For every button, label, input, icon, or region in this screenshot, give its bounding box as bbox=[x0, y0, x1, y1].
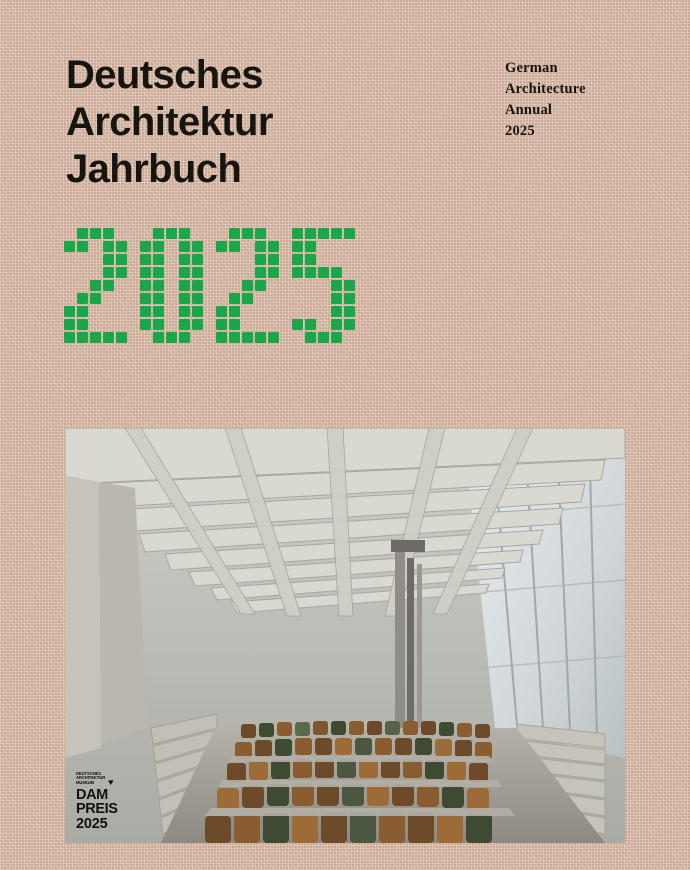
year-pixel bbox=[77, 319, 88, 330]
year-pixel bbox=[344, 267, 355, 278]
year-pixel bbox=[229, 228, 240, 239]
year-pixel bbox=[153, 254, 164, 265]
year-pixel bbox=[229, 319, 240, 330]
year-pixel bbox=[318, 293, 329, 304]
year-pixel bbox=[153, 319, 164, 330]
year-pixel bbox=[255, 267, 266, 278]
year-pixel bbox=[318, 241, 329, 252]
year-pixel bbox=[64, 332, 75, 343]
year-pixel bbox=[179, 293, 190, 304]
year-pixel bbox=[268, 267, 279, 278]
year-pixel bbox=[90, 293, 101, 304]
year-pixel bbox=[77, 306, 88, 317]
year-pixel bbox=[268, 280, 279, 291]
year-pixel bbox=[166, 228, 177, 239]
year-pixel bbox=[103, 254, 114, 265]
year-pixel bbox=[305, 280, 316, 291]
year-pixel bbox=[192, 254, 203, 265]
year-pixel bbox=[318, 267, 329, 278]
year-pixel bbox=[318, 254, 329, 265]
year-pixel bbox=[179, 319, 190, 330]
year-pixel bbox=[64, 267, 75, 278]
subtitle-line-2: Architecture bbox=[505, 81, 586, 97]
year-pixel bbox=[166, 280, 177, 291]
year-pixel bbox=[192, 241, 203, 252]
year-pixel bbox=[331, 254, 342, 265]
year-pixel bbox=[140, 319, 151, 330]
year-pixel bbox=[318, 228, 329, 239]
year-pixel bbox=[268, 254, 279, 265]
year-pixel bbox=[116, 241, 127, 252]
year-pixel bbox=[77, 267, 88, 278]
year-pixel bbox=[179, 241, 190, 252]
year-pixel bbox=[192, 332, 203, 343]
year-pixel bbox=[242, 280, 253, 291]
year-pixel bbox=[229, 241, 240, 252]
year-pixel bbox=[216, 306, 227, 317]
year-pixel bbox=[166, 319, 177, 330]
year-pixel bbox=[229, 332, 240, 343]
year-pixel bbox=[192, 280, 203, 291]
year-pixel bbox=[242, 228, 253, 239]
year-pixel bbox=[318, 306, 329, 317]
year-pixel bbox=[64, 319, 75, 330]
year-pixel bbox=[166, 293, 177, 304]
title-line-2: Architektur bbox=[66, 100, 273, 144]
year-pixel bbox=[216, 319, 227, 330]
year-pixel bbox=[331, 332, 342, 343]
year-pixel bbox=[166, 332, 177, 343]
year-pixel bbox=[216, 293, 227, 304]
year-pixel bbox=[116, 306, 127, 317]
year-pixel bbox=[292, 241, 303, 252]
year-pixel bbox=[192, 228, 203, 239]
year-pixel bbox=[77, 228, 88, 239]
year-pixel bbox=[153, 267, 164, 278]
year-pixel bbox=[229, 267, 240, 278]
year-pixel bbox=[344, 254, 355, 265]
page-title bbox=[66, 52, 446, 193]
year-pixel bbox=[255, 254, 266, 265]
year-pixel bbox=[242, 306, 253, 317]
year-pixel bbox=[268, 293, 279, 304]
year-pixel bbox=[64, 228, 75, 239]
award-logo bbox=[76, 772, 140, 832]
year-pixel bbox=[103, 306, 114, 317]
year-pixel bbox=[166, 267, 177, 278]
year-pixel bbox=[64, 254, 75, 265]
year-pixel bbox=[179, 254, 190, 265]
year-pixel bbox=[331, 267, 342, 278]
year-pixel bbox=[255, 332, 266, 343]
year-pixel bbox=[192, 306, 203, 317]
award-logo-museum-text bbox=[76, 772, 140, 786]
year-pixel bbox=[331, 293, 342, 304]
year-pixel bbox=[305, 306, 316, 317]
year-pixel bbox=[242, 293, 253, 304]
year-pixel bbox=[116, 254, 127, 265]
year-pixel bbox=[305, 228, 316, 239]
title-line-3: Jahrbuch bbox=[66, 147, 242, 191]
award-logo-name-2: PREIS bbox=[76, 801, 118, 817]
year-pixel bbox=[242, 254, 253, 265]
year-pixel bbox=[242, 332, 253, 343]
year-pixel bbox=[103, 293, 114, 304]
award-logo-name-1: DAM bbox=[76, 786, 108, 803]
year-digit-2 bbox=[216, 228, 279, 343]
year-pixel bbox=[331, 228, 342, 239]
year-pixel bbox=[140, 254, 151, 265]
year-pixel bbox=[116, 267, 127, 278]
year-pixel bbox=[318, 319, 329, 330]
year-pixel bbox=[216, 332, 227, 343]
year-pixel bbox=[103, 319, 114, 330]
year-pixel bbox=[140, 332, 151, 343]
year-pixel bbox=[90, 306, 101, 317]
year-pixel bbox=[216, 254, 227, 265]
year-pixel bbox=[255, 293, 266, 304]
year-pixel bbox=[305, 254, 316, 265]
year-pixel bbox=[229, 293, 240, 304]
heart-icon: ♥ bbox=[108, 776, 114, 787]
year-pixel bbox=[192, 293, 203, 304]
year-pixel bbox=[216, 267, 227, 278]
year-pixel bbox=[103, 280, 114, 291]
year-pixel bbox=[344, 293, 355, 304]
year-pixel bbox=[116, 228, 127, 239]
award-logo-line-2: ARCHITEKTUR bbox=[76, 775, 106, 781]
year-pixel bbox=[344, 280, 355, 291]
year-pixel bbox=[103, 332, 114, 343]
year-pixel bbox=[292, 254, 303, 265]
title-line-1: Deutsches bbox=[66, 53, 263, 97]
year-pixel bbox=[305, 293, 316, 304]
year-pixel bbox=[153, 293, 164, 304]
year-pixel bbox=[242, 267, 253, 278]
subtitle-line-3: Annual bbox=[505, 102, 553, 118]
year-pixel bbox=[103, 267, 114, 278]
year-pixel bbox=[255, 280, 266, 291]
year-pixel bbox=[318, 280, 329, 291]
year-pixel bbox=[153, 280, 164, 291]
year-pixel bbox=[90, 319, 101, 330]
year-pixel bbox=[116, 280, 127, 291]
year-pixel bbox=[140, 241, 151, 252]
year-pixel bbox=[292, 293, 303, 304]
year-pixel bbox=[179, 332, 190, 343]
year-digit-0 bbox=[64, 228, 127, 343]
year-pixel bbox=[140, 280, 151, 291]
year-pixel bbox=[229, 254, 240, 265]
year-pixel bbox=[305, 267, 316, 278]
year-pixel bbox=[292, 228, 303, 239]
year-pixel bbox=[268, 332, 279, 343]
cover-photo bbox=[65, 428, 625, 843]
year-pixel bbox=[153, 228, 164, 239]
year-pixel bbox=[140, 293, 151, 304]
year-pixel bbox=[344, 332, 355, 343]
year-pixel bbox=[90, 280, 101, 291]
subtitle-line-1: German bbox=[505, 60, 558, 76]
year-pixel bbox=[216, 228, 227, 239]
year-pixel bbox=[216, 241, 227, 252]
year-pixel bbox=[292, 267, 303, 278]
year-pixel bbox=[344, 306, 355, 317]
year-pixel bbox=[179, 267, 190, 278]
year-pixel-display bbox=[64, 228, 355, 343]
year-pixel bbox=[318, 332, 329, 343]
year-pixel bbox=[116, 293, 127, 304]
year-pixel bbox=[268, 319, 279, 330]
year-pixel bbox=[103, 228, 114, 239]
year-pixel bbox=[331, 306, 342, 317]
year-pixel bbox=[331, 280, 342, 291]
year-pixel bbox=[216, 280, 227, 291]
year-pixel bbox=[116, 319, 127, 330]
year-pixel bbox=[192, 319, 203, 330]
year-pixel bbox=[153, 306, 164, 317]
year-pixel bbox=[268, 241, 279, 252]
award-logo-year: 2025 bbox=[76, 815, 108, 832]
year-pixel bbox=[90, 267, 101, 278]
year-pixel bbox=[179, 228, 190, 239]
year-pixel bbox=[77, 332, 88, 343]
year-pixel bbox=[77, 280, 88, 291]
year-pixel bbox=[153, 241, 164, 252]
year-pixel bbox=[331, 241, 342, 252]
year-pixel bbox=[64, 293, 75, 304]
year-pixel bbox=[166, 241, 177, 252]
year-pixel bbox=[255, 306, 266, 317]
year-pixel bbox=[77, 293, 88, 304]
year-pixel bbox=[292, 306, 303, 317]
year-pixel bbox=[331, 319, 342, 330]
year-pixel bbox=[153, 332, 164, 343]
year-pixel bbox=[255, 319, 266, 330]
year-digit-1 bbox=[140, 228, 203, 343]
year-pixel bbox=[179, 306, 190, 317]
year-pixel bbox=[344, 319, 355, 330]
year-pixel bbox=[103, 241, 114, 252]
subtitle-line-4: 2025 bbox=[505, 123, 535, 139]
year-pixel bbox=[140, 228, 151, 239]
year-pixel bbox=[305, 241, 316, 252]
year-pixel bbox=[292, 280, 303, 291]
year-pixel bbox=[64, 306, 75, 317]
year-pixel bbox=[344, 228, 355, 239]
year-pixel bbox=[90, 332, 101, 343]
year-pixel bbox=[140, 267, 151, 278]
year-pixel bbox=[268, 306, 279, 317]
year-pixel bbox=[166, 306, 177, 317]
year-pixel bbox=[255, 241, 266, 252]
award-logo-line-1: DEUTSCHES bbox=[76, 770, 101, 776]
award-logo-line-3: MUSEUM bbox=[76, 779, 95, 785]
year-pixel bbox=[166, 254, 177, 265]
year-pixel bbox=[77, 241, 88, 252]
year-pixel bbox=[64, 280, 75, 291]
year-pixel bbox=[116, 332, 127, 343]
year-pixel bbox=[90, 254, 101, 265]
year-pixel bbox=[140, 306, 151, 317]
year-pixel bbox=[90, 228, 101, 239]
year-pixel bbox=[305, 319, 316, 330]
year-pixel bbox=[90, 241, 101, 252]
year-pixel bbox=[229, 306, 240, 317]
year-pixel bbox=[179, 280, 190, 291]
year-pixel bbox=[255, 228, 266, 239]
year-pixel bbox=[64, 241, 75, 252]
year-pixel bbox=[242, 319, 253, 330]
year-pixel bbox=[292, 319, 303, 330]
year-pixel bbox=[268, 228, 279, 239]
year-digit-3 bbox=[292, 228, 355, 343]
subtitle bbox=[505, 58, 665, 142]
year-pixel bbox=[229, 280, 240, 291]
year-pixel bbox=[77, 254, 88, 265]
year-pixel bbox=[292, 332, 303, 343]
year-pixel bbox=[192, 267, 203, 278]
year-pixel bbox=[242, 241, 253, 252]
year-pixel bbox=[344, 241, 355, 252]
year-pixel bbox=[305, 332, 316, 343]
